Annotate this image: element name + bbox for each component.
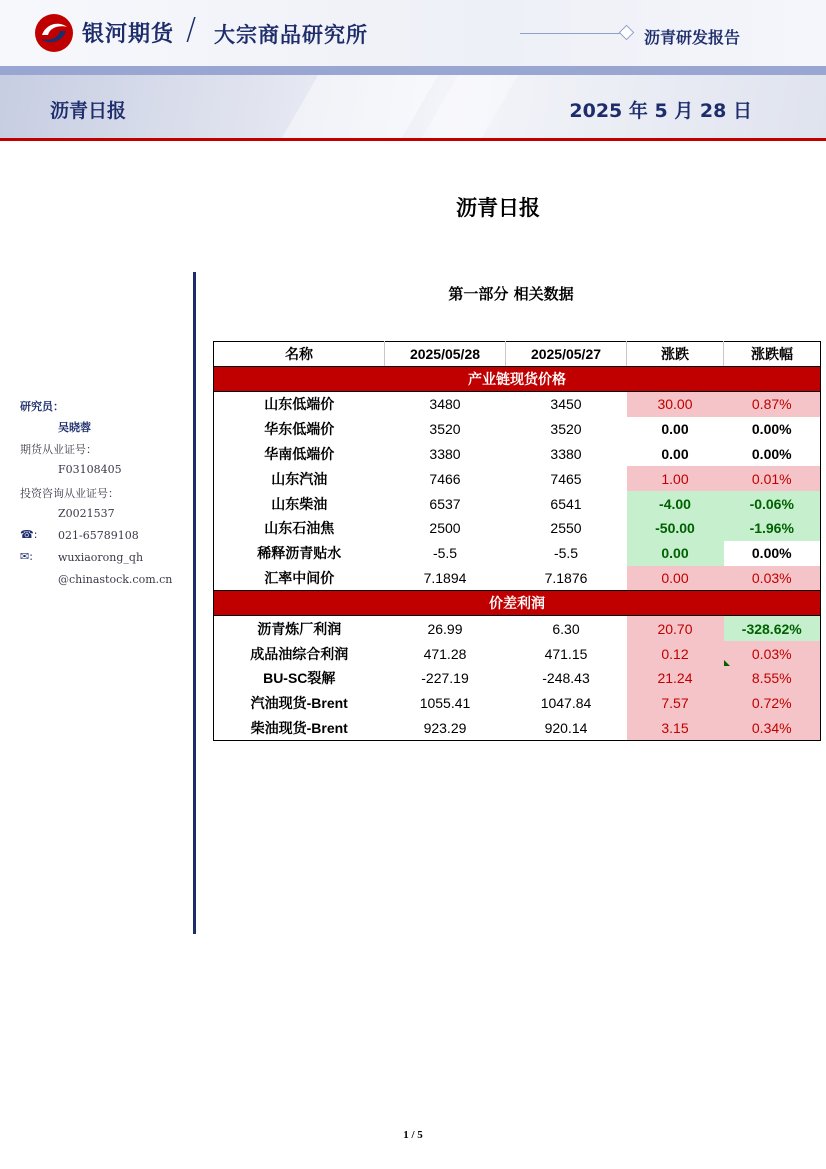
change-percent: -1.96% xyxy=(724,516,821,541)
change-value: -50.00 xyxy=(627,516,724,541)
change-percent: 0.87% xyxy=(724,392,821,417)
futures-cert-label: 期货从业证号： xyxy=(20,443,97,456)
value-current: -5.5 xyxy=(432,545,458,562)
futures-cert-number: F03108405 xyxy=(58,463,122,476)
change-value: 20.70 xyxy=(627,616,724,641)
section-header-row xyxy=(214,591,821,616)
change-value: 7.57 xyxy=(627,691,724,716)
row-name: 稀释沥青贴水 xyxy=(257,545,342,562)
row-name: 柴油现货-Brent xyxy=(250,719,348,736)
value-previous: 1047.84 xyxy=(540,695,592,712)
table-row xyxy=(214,666,821,691)
change-percent: -0.06% xyxy=(724,491,821,516)
row-name: 华东低端价 xyxy=(264,421,335,438)
researcher-label: 研究员： xyxy=(20,400,64,413)
change-value: 0.00 xyxy=(627,566,724,591)
galaxy-futures-logo-icon xyxy=(34,13,74,53)
researcher-name: 吴晓蓉 xyxy=(58,421,91,434)
email-icon: ✉: xyxy=(20,550,33,563)
value-previous: -5.5 xyxy=(553,545,579,562)
value-current: 3520 xyxy=(429,421,461,438)
value-current: 3380 xyxy=(429,445,461,462)
decorative-line xyxy=(520,33,620,34)
value-previous: -248.43 xyxy=(542,670,590,687)
data-table xyxy=(213,341,821,741)
table-row xyxy=(214,716,821,741)
change-value: 0.00 xyxy=(661,421,689,438)
value-current: 6537 xyxy=(429,495,461,512)
column-header-date-2: 2025/05/27 xyxy=(506,342,627,367)
change-value: 0.12 xyxy=(627,641,724,666)
change-percent: 0.00% xyxy=(751,545,792,562)
value-previous: 6.30 xyxy=(552,620,580,637)
band-title: 沥青日报 xyxy=(50,100,127,122)
row-name: 沥青炼厂利润 xyxy=(257,620,342,637)
row-name: 山东柴油 xyxy=(271,495,328,512)
value-current: 7.1894 xyxy=(423,569,467,586)
advisory-cert-label: 投资咨询从业证号： xyxy=(20,487,119,500)
brand-divider: / xyxy=(186,12,197,47)
email-domain: @chinastock.com.cn xyxy=(58,573,173,586)
row-name: 山东汽油 xyxy=(271,470,328,487)
value-current: 1055.41 xyxy=(419,695,471,712)
value-previous: 3380 xyxy=(550,445,582,462)
institute-name: 大宗商品研究所 xyxy=(214,23,368,47)
row-name: BU-SC裂解 xyxy=(263,670,336,687)
table-row xyxy=(214,566,821,591)
change-value: 0.00 xyxy=(661,445,689,462)
value-current: 2500 xyxy=(429,520,461,537)
change-value: 3.15 xyxy=(627,716,724,741)
advisory-cert-number: Z0021537 xyxy=(58,507,115,520)
change-value: 0.00 xyxy=(627,541,724,566)
row-name: 汽油现货-Brent xyxy=(250,695,348,712)
title-band xyxy=(0,75,826,138)
phone-number: 021-65789108 xyxy=(58,529,139,542)
table-row xyxy=(214,442,821,467)
report-date: 2025 年 5 月 28 日 xyxy=(569,100,752,122)
page-header xyxy=(0,0,826,66)
column-header-change: 涨跌 xyxy=(627,342,724,367)
table-row xyxy=(214,641,821,666)
section-header-row xyxy=(214,367,821,392)
change-percent: 0.00% xyxy=(751,445,792,462)
row-name: 汇率中间价 xyxy=(264,569,335,586)
value-current: 471.28 xyxy=(423,645,467,662)
value-current: 26.99 xyxy=(427,620,463,637)
table-row xyxy=(214,616,821,641)
table-row xyxy=(214,516,821,541)
column-header-name: 名称 xyxy=(214,342,385,367)
section-header: 价差利润 xyxy=(214,591,821,616)
value-previous: 3520 xyxy=(550,421,582,438)
header-rule xyxy=(0,138,826,141)
value-current: 7466 xyxy=(429,470,461,487)
value-previous: 7.1876 xyxy=(544,569,588,586)
value-current: -227.19 xyxy=(421,670,469,687)
value-current: 923.29 xyxy=(423,719,467,736)
change-percent: 0.01% xyxy=(724,466,821,491)
report-type: 沥青研发报告 xyxy=(644,28,741,47)
page-number: 1 / 5 xyxy=(403,1129,423,1141)
section-header: 产业链现货价格 xyxy=(214,367,821,392)
phone-icon: ☎: xyxy=(20,528,38,541)
column-header-date-1: 2025/05/28 xyxy=(385,342,506,367)
row-name: 山东低端价 xyxy=(264,396,335,413)
change-value: 1.00 xyxy=(627,466,724,491)
change-percent: 0.34% xyxy=(724,716,821,741)
column-header-change-pct: 涨跌幅 xyxy=(724,342,821,367)
value-previous: 7465 xyxy=(550,470,582,487)
document-title: 沥青日报 xyxy=(456,196,540,220)
table-row xyxy=(214,541,821,566)
value-previous: 6541 xyxy=(550,495,582,512)
value-previous: 471.15 xyxy=(544,645,588,662)
header-band xyxy=(0,66,826,75)
table-row xyxy=(214,392,821,417)
change-value: 21.24 xyxy=(627,666,724,691)
change-percent: 0.03% xyxy=(724,566,821,591)
brand-name: 银河期货 xyxy=(82,22,175,47)
change-value: 30.00 xyxy=(627,392,724,417)
section-title: 第一部分 相关数据 xyxy=(448,285,574,303)
change-value: -4.00 xyxy=(627,491,724,516)
change-percent: 0.72% xyxy=(724,691,821,716)
row-name: 成品油综合利润 xyxy=(250,645,349,662)
value-previous: 3450 xyxy=(550,396,582,413)
row-name: 华南低端价 xyxy=(264,445,335,462)
change-percent: -328.62% xyxy=(724,616,821,641)
table-row xyxy=(214,691,821,716)
change-percent: 0.00% xyxy=(751,421,792,438)
table-row xyxy=(214,491,821,516)
table-row xyxy=(214,466,821,491)
change-percent: 0.03% xyxy=(724,641,821,666)
table-row xyxy=(214,417,821,442)
value-current: 3480 xyxy=(429,396,461,413)
change-percent: 8.55% xyxy=(724,666,821,691)
value-previous: 2550 xyxy=(550,520,582,537)
value-previous: 920.14 xyxy=(544,719,588,736)
sidebar-divider xyxy=(193,272,196,934)
table-header-row xyxy=(214,342,821,367)
email-user: wuxiaorong_qh xyxy=(58,551,144,564)
decorative-diamond-icon xyxy=(619,25,635,41)
row-name: 山东石油焦 xyxy=(264,520,335,537)
